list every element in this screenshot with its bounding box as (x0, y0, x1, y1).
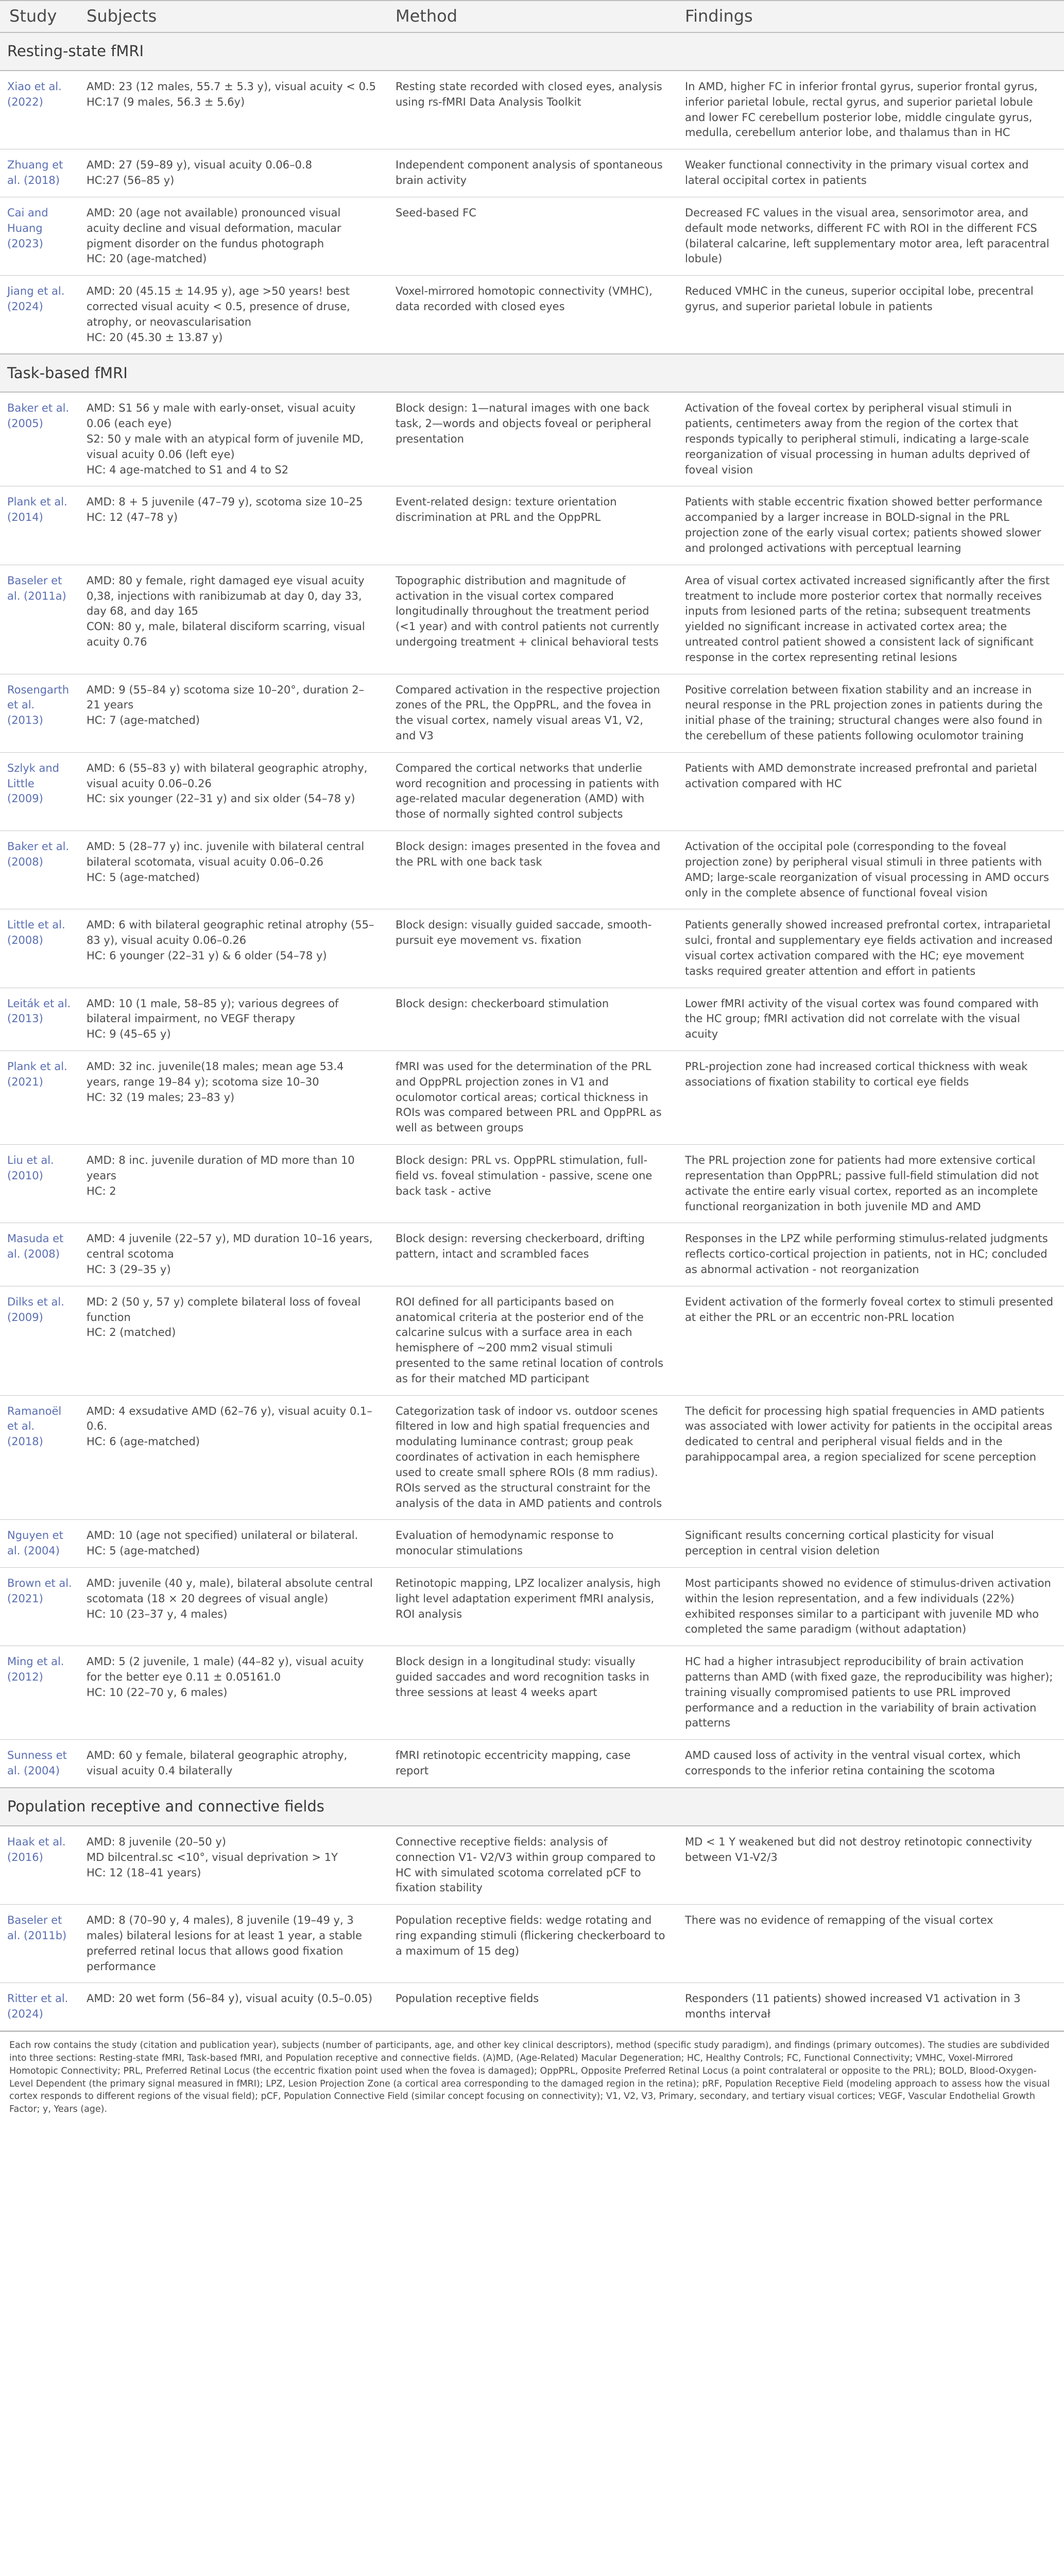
table-row (0, 1395, 1064, 1520)
findings-cell: Reduced VMHC in the cuneus, superior occipital lobe, precentral gyrus, and superior parietal lobule in patients (676, 276, 1064, 354)
method-cell: Retinotopic mapping, LPZ localizer analysis, high light level adaptation experiment fMRI analysis, ROI analysis (386, 1567, 676, 1646)
findings-cell: Weaker functional connectivity in the primary visual cortex and lateral occipital cortex in patients (676, 149, 1064, 197)
table-row (0, 988, 1064, 1050)
findings-cell: The deficit for processing high spatial frequencies in AMD patients was associated with lower activity for patients in the occipital areas dedicated to central and peripheral visual fields and in the parahippocampal area, a region specialized for scene perception (676, 1395, 1064, 1520)
section-header-row (0, 354, 1064, 392)
study-citation-link[interactable]: Sunness et al. (2004) (0, 1740, 77, 1788)
subjects-cell: AMD: 32 inc. juvenile(18 males; mean age 53.4 years, range 19–84 y); scotoma size 10–30 HC: 32 (19 males; 23–83 y) (77, 1051, 386, 1145)
subjects-cell: AMD: S1 56 y male with early-onset, visual acuity 0.06 (each eye) S2: 50 y male with an atypical form of juvenile MD, visual acuity 0.06 (left eye) HC: 4 age-matched to S1 and 4 to S2 (77, 392, 386, 486)
header-study: Study (0, 1, 77, 32)
table-row (0, 565, 1064, 674)
method-cell: fMRI was used for the determination of the PRL and OppPRL projection zones in V1 and oculomotor cortical areas; cortical thickness in ROIs was compared between PRL and OppPRL as well as between groups (386, 1051, 676, 1145)
method-cell: Block design: reversing checkerboard, drifting pattern, intact and scrambled faces (386, 1223, 676, 1286)
method-cell: Seed-based FC (386, 197, 676, 275)
table-row (0, 276, 1064, 354)
findings-cell: HC had a higher intrasubject reproducibility of brain activation patterns than AMD (with fixed gaze, the reproducibility was higher); training visually compromised patients to use PRL improved performance and a reduction in the variability of brain activation patterns (676, 1646, 1064, 1740)
method-cell: ROI defined for all participants based on anatomical criteria at the posterior end of the calcarine sulcus with a surface area in each hemisphere of ~200 mm2 visual stimuli presented to the same retinal location of controls as for their matched MD participant (386, 1286, 676, 1395)
study-citation-link[interactable]: Baker et al. (2008) (0, 831, 77, 909)
header-findings: Findings (676, 1, 1064, 32)
study-citation-link[interactable]: Jiang et al. (2024) (0, 276, 77, 354)
table-row (0, 1740, 1064, 1788)
subjects-cell: AMD: 6 with bilateral geographic retinal atrophy (55–83 y), visual acuity 0.06–0.26 HC: 6 younger (22–31 y) & 6 older (54–78 y) (77, 909, 386, 988)
method-cell: Categorization task of indoor vs. outdoor scenes filtered in low and high spatial frequencies and modulating luminance contrast; group peak coordinates of activation in each hemisphere used to create small sphere ROIs (8 mm radius). ROIs served as the structural constraint for the analysis of the data in AMD patients and controls (386, 1395, 676, 1520)
method-cell: Block design: checkerboard stimulation (386, 988, 676, 1050)
table-row (0, 1826, 1064, 1905)
study-citation-link[interactable]: Baseler et al. (2011a) (0, 565, 77, 674)
section-title: Resting-state fMRI (0, 32, 1064, 71)
findings-cell: There was no evidence of remapping of the visual cortex (676, 1905, 1064, 1983)
findings-cell: Activation of the foveal cortex by peripheral visual stimuli in patients, centimeters away from the region of the cortex that responds typically to peripheral stimuli, indicating a large-scale reorganization of visual processing in human adults deprived of foveal vision (676, 392, 1064, 486)
findings-cell: MD < 1 Y weakened but did not destroy retinotopic connectivity between V1-V2/3 (676, 1826, 1064, 1905)
table-row (0, 1520, 1064, 1568)
method-cell: Connective receptive fields: analysis of connection V1- V2/V3 within group compared to HC with simulated scotoma correlated pCF to fixation stability (386, 1826, 676, 1905)
study-citation-link[interactable]: Little et al. (2008) (0, 909, 77, 988)
subjects-cell: AMD: 20 wet form (56–84 y), visual acuity (0.5–0.05) (77, 1983, 386, 2031)
study-citation-link[interactable]: Brown et al. (2021) (0, 1567, 77, 1646)
section-title: Population receptive and connective fields (0, 1788, 1064, 1826)
table-row (0, 1051, 1064, 1145)
subjects-cell: AMD: 8 + 5 juvenile (47–79 y), scotoma size 10–25 HC: 12 (47–78 y) (77, 486, 386, 565)
findings-cell: Patients with stable eccentric fixation showed better performance accompanied by a larger increase in BOLD-signal in the PRL projection zone of the early visual cortex; patients showed slower and prolonged activations with perceptual learning (676, 486, 1064, 565)
study-citation-link[interactable]: Szlyk and Little (2009) (0, 752, 77, 831)
table-body (0, 32, 1064, 2031)
table-row (0, 71, 1064, 149)
table-footnote: Each row contains the study (citation and publication year), subjects (number of participants, age, and other key clinical descriptors), method (specific study paradigm), and findings (primary outcomes). The studies are subdivided into three sections: Resting-state fMRI, Task-based fMRI, and Population receptive and connective fields. (A)MD, (Age-Related) Macular Degeneration; HC, Healthy Controls; FC, Functional Connectivity; VMHC, Voxel-Mirrored Homotopic Connectivity; PRL, Preferred Retinal Locus (the eccentric fixation point used when the fovea is damaged); OppPRL, Opposite Preferred Retinal Locus (a point contralateral or opposite to the PRL); BOLD, Blood-Oxygen-Level Dependent (the primary signal measured in fMRI); LPZ, Lesion Projection Zone (a cortical area corresponding to the damaged region in the retina); pRF, Population Receptive Field (modeling approach to assess how the visual cortex responds to different regions of the visual field); pCF, Population Connective Field (similar concept focusing on connectivity); V1, V2, V3, Primary, secondary, and tertiary visual cortices; VEGF, Vascular Endothelial Growth Factor; y, Years (age). (0, 2031, 1064, 2116)
findings-cell: Activation of the occipital pole (corresponding to the foveal projection zone) by peripheral visual stimuli in three patients with AMD; large-scale reorganization of visual processing in AMD occurs only in the complete absence of functional foveal vision (676, 831, 1064, 909)
study-citation-link[interactable]: Masuda et al. (2008) (0, 1223, 77, 1286)
method-cell: Independent component analysis of spontaneous brain activity (386, 149, 676, 197)
study-citation-link[interactable]: Baker et al. (2005) (0, 392, 77, 486)
table-row (0, 1646, 1064, 1740)
method-cell: Compared activation in the respective projection zones of the PRL, the OppPRL, and the fovea in the visual cortex, namely visual areas V1, V2, and V3 (386, 674, 676, 752)
method-cell: Compared the cortical networks that underlie word recognition and processing in patients with age-related macular degeneration (AMD) with those of normally sighted control subjects (386, 752, 676, 831)
method-cell: Evaluation of hemodynamic response to monocular stimulations (386, 1520, 676, 1568)
findings-cell: Positive correlation between fixation stability and an increase in neural response in the PRL projection zones in patients during the initial phase of the training; structural changes were also found in the cerebellum of these patients following oculomotor training (676, 674, 1064, 752)
study-citation-link[interactable]: Plank et al. (2014) (0, 486, 77, 565)
study-citation-link[interactable]: Baseler et al. (2011b) (0, 1905, 77, 1983)
table-header (0, 1, 1064, 32)
subjects-cell: AMD: 10 (age not specified) unilateral or bilateral. HC: 5 (age-matched) (77, 1520, 386, 1568)
study-citation-link[interactable]: Leiták et al. (2013) (0, 988, 77, 1050)
findings-cell: AMD caused loss of activity in the ventral visual cortex, which corresponds to the inferior retina containing the scotoma (676, 1740, 1064, 1788)
method-cell: Block design in a longitudinal study: visually guided saccades and word recognition tasks in three sessions at least 4 weeks apart (386, 1646, 676, 1740)
study-citation-link[interactable]: Ramanoël et al. (2018) (0, 1395, 77, 1520)
table-row (0, 486, 1064, 565)
subjects-cell: AMD: 27 (59–89 y), visual acuity 0.06–0.8 HC:27 (56–85 y) (77, 149, 386, 197)
table-row (0, 1286, 1064, 1395)
method-cell: Block design: 1—natural images with one back task, 2—words and objects foveal or peripheral presentation (386, 392, 676, 486)
subjects-cell: AMD: 8 inc. juvenile duration of MD more than 10 years HC: 2 (77, 1145, 386, 1223)
study-citation-link[interactable]: Liu et al. (2010) (0, 1145, 77, 1223)
subjects-cell: AMD: 20 (45.15 ± 14.95 y), age >50 years! best corrected visual acuity < 0.5, presence of druse, atrophy, or neovascularisation HC: 20 (45.30 ± 13.87 y) (77, 276, 386, 354)
table-row (0, 392, 1064, 486)
method-cell: Topographic distribution and magnitude of activation in the visual cortex compared longitudinally throughout the treatment period (<1 year) and with control patients not currently undergoing treatment + clinical behavioral tests (386, 565, 676, 674)
study-citation-link[interactable]: Cai and Huang (2023) (0, 197, 77, 275)
findings-cell: Significant results concerning cortical plasticity for visual perception in central vision deletion (676, 1520, 1064, 1568)
section-header-row (0, 32, 1064, 71)
findings-cell: Decreased FC values in the visual area, sensorimotor area, and default mode networks, different FC with ROI in the different FCS (bilateral calcarine, left supplementary motor area, left paracentral lobule) (676, 197, 1064, 275)
header-method: Method (386, 1, 676, 32)
findings-cell: The PRL projection zone for patients had more extensive cortical representation than OppPRL; passive full-field stimulation did not activate the entire early visual cortex, reported as an incomplete functional reorganization in both juvenile MD and AMD (676, 1145, 1064, 1223)
findings-cell: Most participants showed no evidence of stimulus-driven activation within the lesion representation, and a few individuals (22%) exhibited responses similar to a participant with juvenile MD who completed the same paradigm (without adaptation) (676, 1567, 1064, 1646)
subjects-cell: AMD: 60 y female, bilateral geographic atrophy, visual acuity 0.4 bilaterally (77, 1740, 386, 1788)
header-subjects: Subjects (77, 1, 386, 32)
study-citation-link[interactable]: Nguyen et al. (2004) (0, 1520, 77, 1568)
findings-cell: Patients generally showed increased prefrontal cortex, intraparietal sulci, frontal and supplementary eye fields activation and increased visual cortex activation compared with the HC; eye movement tasks required greater attention and effort in patients (676, 909, 1064, 988)
table-row (0, 1145, 1064, 1223)
table-row (0, 752, 1064, 831)
findings-cell: Area of visual cortex activated increased significantly after the first treatment to include more posterior cortex that normally receives inputs from lesioned parts of the retina; subsequent treatments yielded no significant increase in activated cortex area; the untreated control patient showed a consistent lack of significant response in the cortex representing retinal lesions (676, 565, 1064, 674)
subjects-cell: AMD: 23 (12 males, 55.7 ± 5.3 y), visual acuity < 0.5 HC:17 (9 males, 56.3 ± 5.6y) (77, 71, 386, 149)
table-row (0, 1567, 1064, 1646)
table-row (0, 1905, 1064, 1983)
table-row (0, 149, 1064, 197)
subjects-cell: AMD: 5 (28–77 y) inc. juvenile with bilateral central bilateral scotomata, visual acuity 0.06–0.26 HC: 5 (age-matched) (77, 831, 386, 909)
method-cell: Population receptive fields: wedge rotating and ring expanding stimuli (flickering checkerboard to a maximum of 15 deg) (386, 1905, 676, 1983)
subjects-cell: AMD: 4 juvenile (22–57 y), MD duration 10–16 years, central scotoma HC: 3 (29–35 y) (77, 1223, 386, 1286)
study-citation-link[interactable]: Xiao et al. (2022) (0, 71, 77, 149)
table-row (0, 1223, 1064, 1286)
section-title: Task-based fMRI (0, 354, 1064, 392)
findings-cell: Evident activation of the formerly foveal cortex to stimuli presented at either the PRL or an eccentric non-PRL location (676, 1286, 1064, 1395)
subjects-cell: AMD: 5 (2 juvenile, 1 male) (44–82 y), visual acuity for the better eye 0.11 ± 0.05161.0 HC: 10 (22–70 y, 6 males) (77, 1646, 386, 1740)
method-cell: Block design: PRL vs. OppPRL stimulation, full-field vs. foveal stimulation - passive, scene one back task - active (386, 1145, 676, 1223)
findings-cell: Responses in the LPZ while performing stimulus-related judgments reflects cortico-cortical projection in patients, not in HC; concluded as abnormal activation - not reorganization (676, 1223, 1064, 1286)
study-citation-link[interactable]: Dilks et al. (2009) (0, 1286, 77, 1395)
table-row (0, 831, 1064, 909)
table-row (0, 674, 1064, 752)
findings-cell: PRL-projection zone had increased cortical thickness with weak associations of fixation stability to cortical eye fields (676, 1051, 1064, 1145)
section-header-row (0, 1788, 1064, 1826)
findings-cell: Patients with AMD demonstrate increased prefrontal and parietal activation compared with HC (676, 752, 1064, 831)
table-row (0, 909, 1064, 988)
subjects-cell: AMD: 20 (age not available) pronounced visual acuity decline and visual deformation, macular pigment disorder on the fundus photograph HC: 20 (age-matched) (77, 197, 386, 275)
subjects-cell: AMD: 10 (1 male, 58–85 y); various degrees of bilateral impairment, no VEGF therapy HC: 9 (45–65 y) (77, 988, 386, 1050)
findings-cell: Responders (11 patients) showed increased V1 activation in 3 months intervał (676, 1983, 1064, 2031)
table-row (0, 1983, 1064, 2031)
subjects-cell: AMD: 4 exsudative AMD (62–76 y), visual acuity 0.1–0.6. HC: 6 (age-matched) (77, 1395, 386, 1520)
method-cell: Resting state recorded with closed eyes, analysis using rs-fMRI Data Analysis Toolkit (386, 71, 676, 149)
method-cell: fMRI retinotopic eccentricity mapping, case report (386, 1740, 676, 1788)
subjects-cell: AMD: 8 (70–90 y, 4 males), 8 juvenile (19–49 y, 3 males) bilateral lesions for at least 1 year, a stable preferred retinal locus that allows good fixation performance (77, 1905, 386, 1983)
subjects-cell: AMD: 80 y female, right damaged eye visual acuity 0,38, injections with ranibizumab at day 0, day 33, day 68, and day 165 CON: 80 y, male, bilateral disciform scarring, visual acuity 0.76 (77, 565, 386, 674)
study-citation-link[interactable]: Zhuang et al. (2018) (0, 149, 77, 197)
subjects-cell: AMD: juvenile (40 y, male), bilateral absolute central scotomata (18 × 20 degrees of visual angle) HC: 10 (23–37 y, 4 males) (77, 1567, 386, 1646)
subjects-cell: AMD: 9 (55–84 y) scotoma size 10–20°, duration 2–21 years HC: 7 (age-matched) (77, 674, 386, 752)
study-citation-link[interactable]: Haak et al. (2016) (0, 1826, 77, 1905)
method-cell: Voxel-mirrored homotopic connectivity (VMHC), data recorded with closed eyes (386, 276, 676, 354)
study-citation-link[interactable]: Ming et al. (2012) (0, 1646, 77, 1740)
findings-cell: In AMD, higher FC in inferior frontal gyrus, superior frontal gyrus, inferior parietal lobule, rectal gyrus, and superior parietal lobule and lower FC cerebellum posterior lobe, middle cingulate gyrus, medulla, cerebellum anterior lobe, and thalamus than in HC (676, 71, 1064, 149)
subjects-cell: AMD: 6 (55–83 y) with bilateral geographic atrophy, visual acuity 0.06–0.26 HC: six younger (22–31 y) and six older (54–78 y) (77, 752, 386, 831)
study-citation-link[interactable]: Plank et al. (2021) (0, 1051, 77, 1145)
method-cell: Population receptive fields (386, 1983, 676, 2031)
subjects-cell: AMD: 8 juvenile (20–50 y) MD bilcentral.sc <10°, visual deprivation > 1Y HC: 12 (18–41 years) (77, 1826, 386, 1905)
study-citation-link[interactable]: Ritter et al. (2024) (0, 1983, 77, 2031)
table-row (0, 197, 1064, 275)
study-citation-link[interactable]: Rosengarth et al. (2013) (0, 674, 77, 752)
findings-cell: Lower fMRI activity of the visual cortex was found compared with the HC group; fMRI activation did not correlate with the visual acuity (676, 988, 1064, 1050)
method-cell: Block design: visually guided saccade, smooth-pursuit eye movement vs. fixation (386, 909, 676, 988)
method-cell: Event-related design: texture orientation discrimination at PRL and the OppPRL (386, 486, 676, 565)
method-cell: Block design: images presented in the fovea and the PRL with one back task (386, 831, 676, 909)
subjects-cell: MD: 2 (50 y, 57 y) complete bilateral loss of foveal function HC: 2 (matched) (77, 1286, 386, 1395)
